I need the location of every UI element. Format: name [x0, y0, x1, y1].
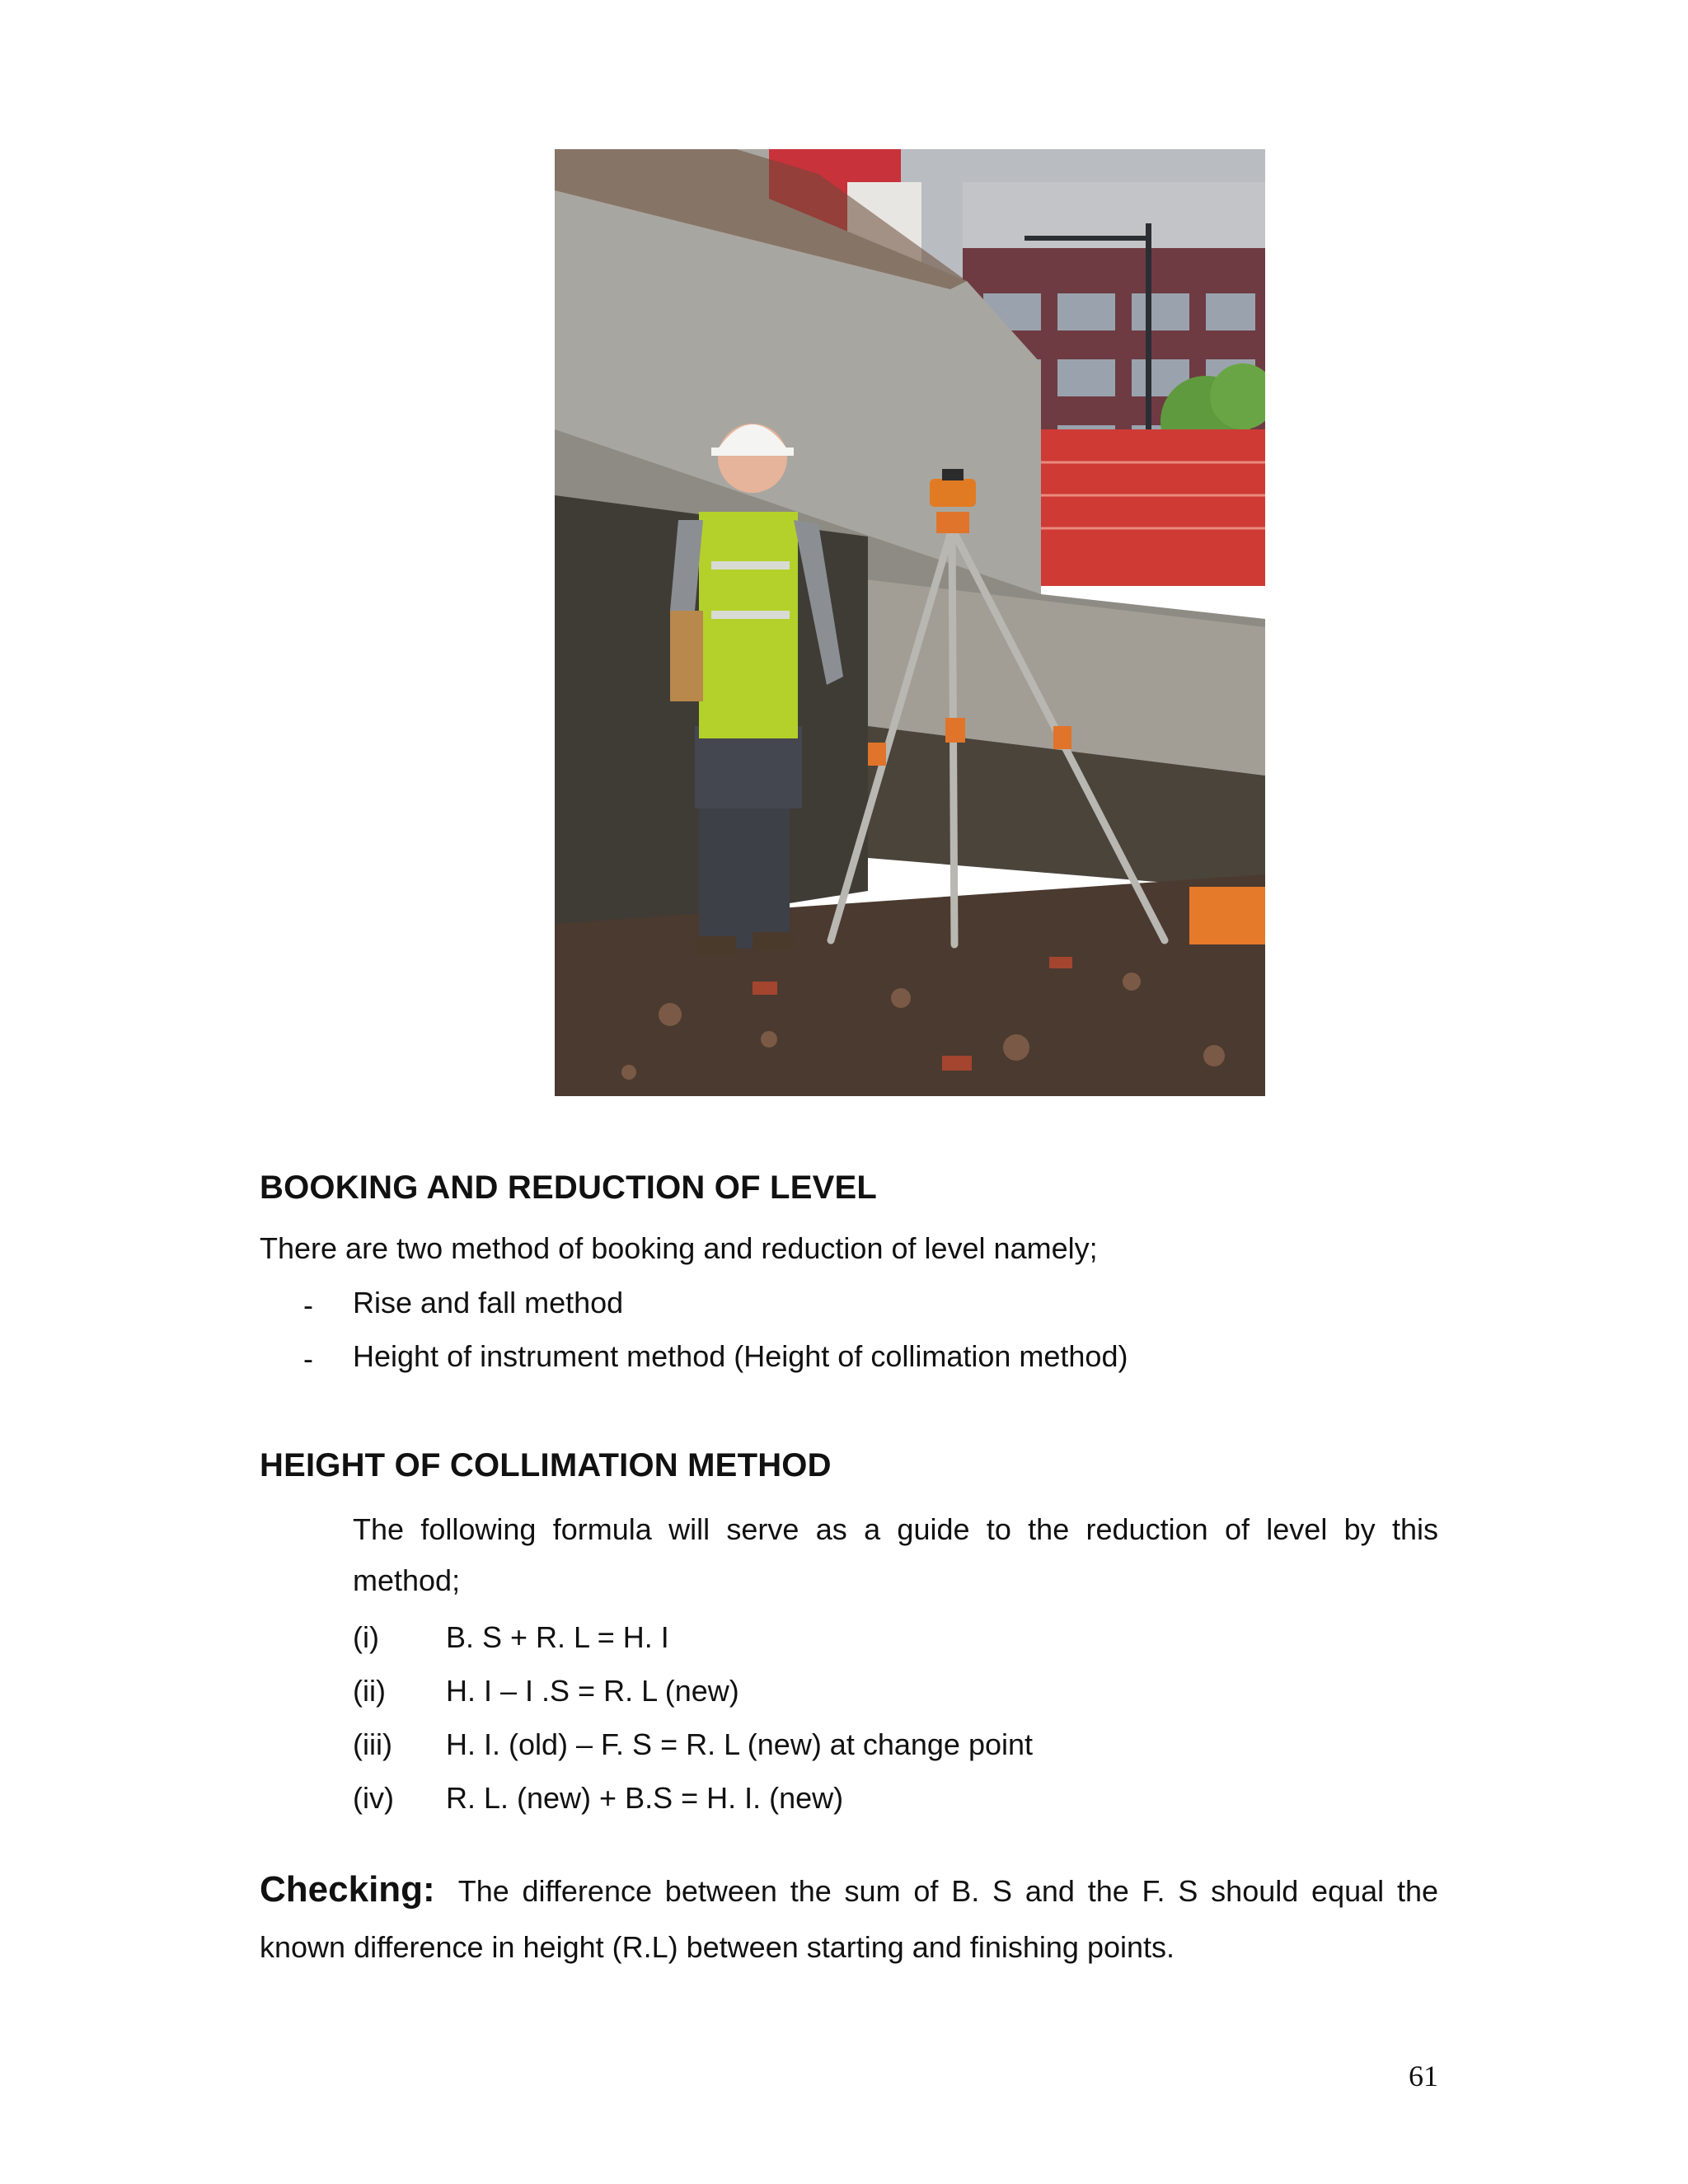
- checking-text-line-2: known difference in height (R.L) between starting and finishing points.: [260, 1930, 1175, 1964]
- collimation-intro-line-2: method;: [353, 1563, 461, 1597]
- checking-label: Checking:: [260, 1869, 435, 1910]
- formula-number: (ii): [353, 1674, 386, 1708]
- booking-intro-text: There are two method of booking and reduction of level namely;: [260, 1231, 1098, 1265]
- formula-number: (i): [353, 1620, 379, 1654]
- bullet-marker: -: [303, 1288, 313, 1322]
- checking-text-line-1: The difference between the sum of B. S and the F. S should equal the: [457, 1874, 1438, 1908]
- formula-number: (iii): [353, 1727, 392, 1761]
- section-heading-booking-reduction: BOOKING AND REDUCTION OF LEVEL: [260, 1169, 877, 1206]
- formula-text: B. S + R. L = H. I: [446, 1620, 669, 1654]
- formula-number: (iv): [353, 1781, 394, 1815]
- formula-text: H. I. (old) – F. S = R. L (new) at change point: [446, 1727, 1034, 1761]
- bullet-item-rise-and-fall: Rise and fall method: [353, 1286, 624, 1319]
- page-number: 61: [1409, 2060, 1438, 2093]
- section-heading-height-of-collimation: HEIGHT OF COLLIMATION METHOD: [260, 1447, 832, 1483]
- surveyor-photo: [555, 149, 1265, 1096]
- formula-text: R. L. (new) + B.S = H. I. (new): [446, 1781, 844, 1815]
- collimation-intro-line-1: The following formula will serve as a guide to the reduction of level by this: [353, 1512, 1438, 1546]
- checking-paragraph-line-1: [260, 1869, 1438, 1910]
- formula-text: H. I – I .S = R. L (new): [446, 1674, 739, 1708]
- bullet-item-height-of-instrument: Height of instrument method (Height of collimation method): [353, 1339, 1128, 1373]
- bullet-marker: -: [303, 1342, 313, 1376]
